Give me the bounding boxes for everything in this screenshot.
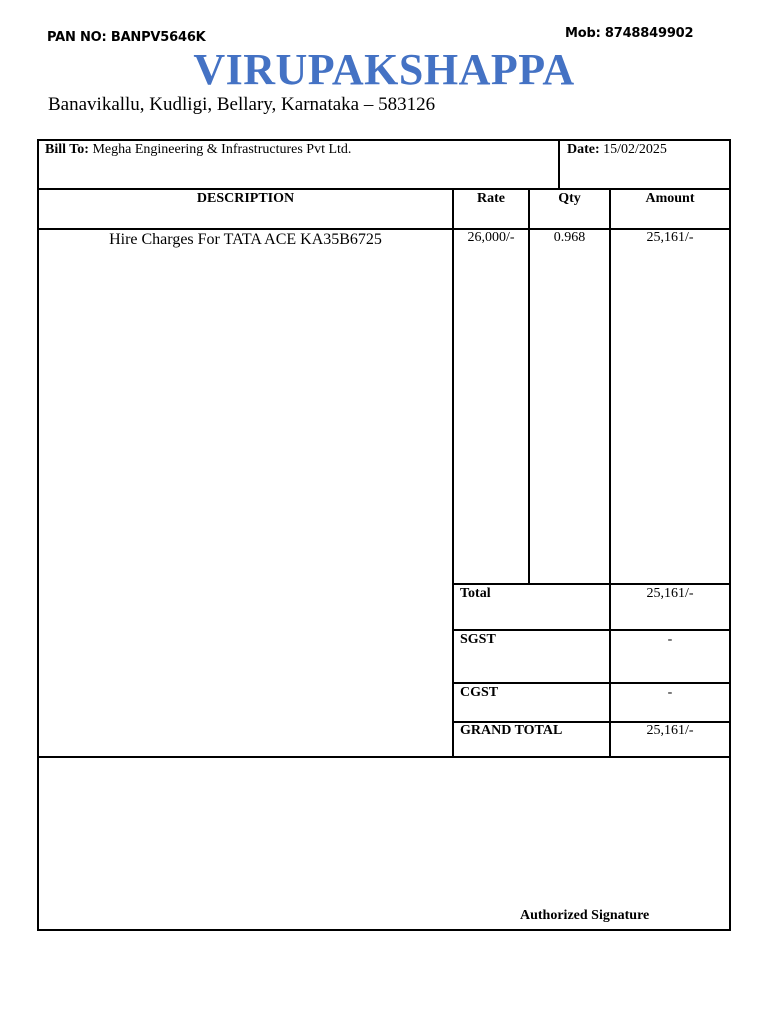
header-description: DESCRIPTION	[196, 191, 295, 206]
cgst-top-line	[452, 682, 731, 684]
sgst-label: SGST	[460, 632, 496, 647]
sgst-top-line	[452, 629, 731, 631]
border-top	[37, 139, 731, 141]
item-rate: 26,000/-	[467, 230, 515, 245]
business-name: VIRUPAKSHAPPA	[193, 45, 575, 94]
description-rate-divider	[452, 188, 454, 758]
header-amount: Amount	[645, 191, 695, 206]
total-value: 25,161/-	[646, 586, 694, 601]
item-amount: 25,161/-	[646, 230, 694, 245]
authorized-signature: Authorized Signature	[520, 908, 650, 923]
border-right	[729, 139, 731, 931]
item-description: Hire Charges For TATA ACE KA35B6725	[109, 231, 382, 248]
cgst-label: CGST	[460, 685, 499, 700]
billto-divider	[37, 188, 731, 190]
total-label: Total	[460, 586, 491, 601]
business-address: Banavikallu, Kudligi, Bellary, Karnataka – 583126	[48, 94, 436, 115]
date-divider	[558, 139, 560, 190]
pan-number: PAN NO: BANPV5646K	[47, 30, 206, 45]
border-left	[37, 139, 39, 931]
header-rate: Rate	[477, 191, 505, 206]
cgst-value: -	[667, 685, 673, 700]
grand-total-label: GRAND TOTAL	[460, 723, 563, 738]
bill-to	[45, 142, 351, 158]
date-label: Date:	[567, 142, 600, 157]
rate-qty-divider	[528, 188, 530, 585]
invoice-date	[567, 142, 667, 158]
mobile-number: Mob: 8748849902	[565, 26, 694, 41]
items-bottom-line	[37, 756, 731, 758]
date-value: 15/02/2025	[603, 142, 667, 157]
grand-total-value: 25,161/-	[646, 723, 694, 738]
qty-amount-divider	[609, 188, 611, 758]
header-qty: Qty	[558, 191, 581, 206]
sgst-value: -	[667, 632, 673, 647]
item-qty: 0.968	[553, 230, 586, 245]
border-bottom	[37, 929, 731, 931]
bill-to-label: Bill To:	[45, 142, 89, 157]
total-top-line	[452, 583, 731, 585]
bill-to-value: Megha Engineering & Infrastructures Pvt Ltd.	[92, 142, 352, 157]
